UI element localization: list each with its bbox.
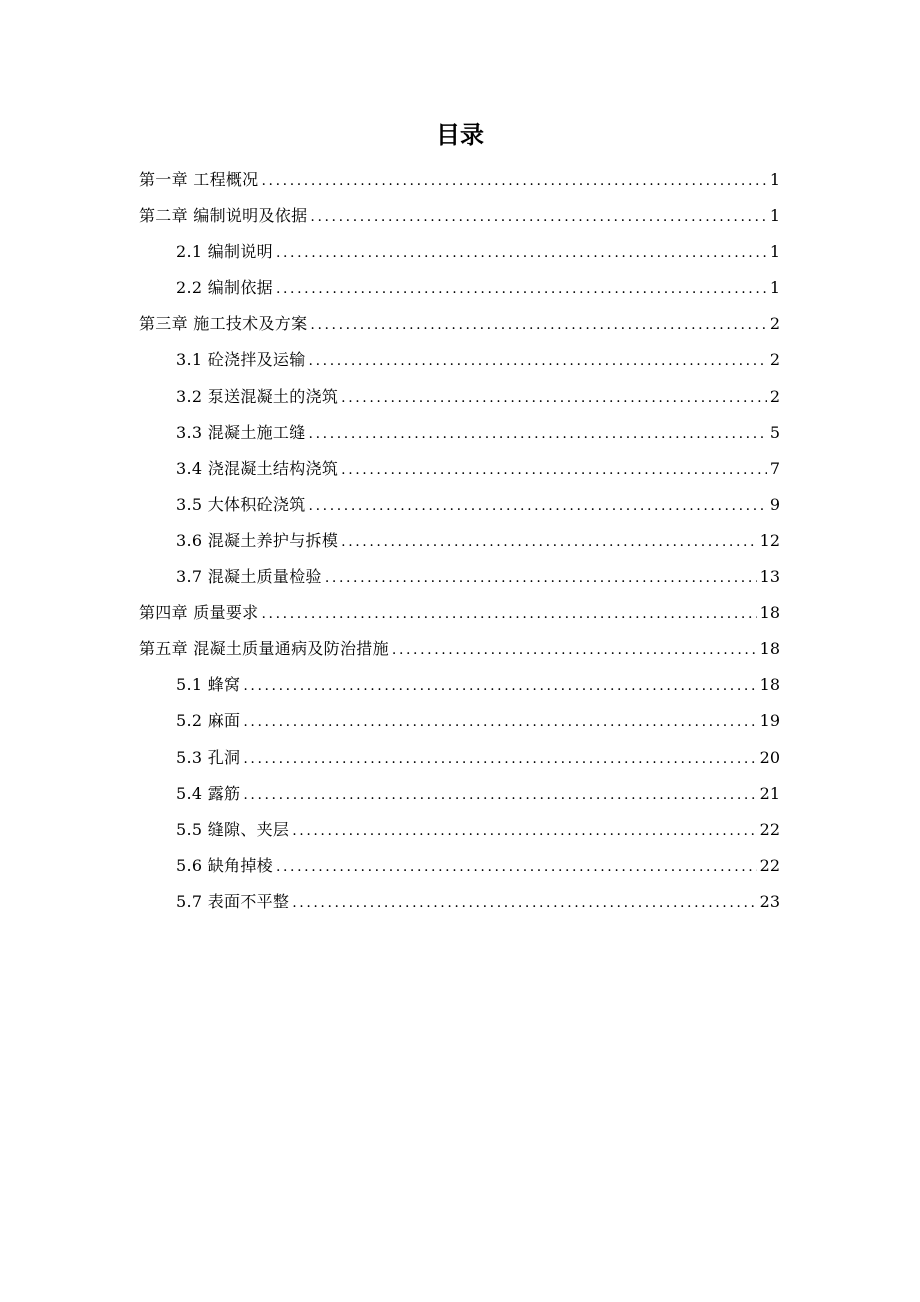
toc-entry[interactable] <box>139 198 780 234</box>
toc-entry[interactable] <box>139 234 780 270</box>
toc-entry-label: 5.1 蜂窝 <box>176 675 241 695</box>
toc-entry[interactable] <box>139 776 780 812</box>
toc-entry-label: 5.6 缺角掉棱 <box>176 855 273 875</box>
toc-entry-label: 3.3 混凝土施工缝 <box>176 422 306 442</box>
page-title: 目录 <box>436 121 484 149</box>
toc-entry-page-number: 18 <box>759 675 780 695</box>
toc-dot-leader <box>276 849 757 885</box>
toc-entry-page-number: 22 <box>759 855 780 875</box>
toc-entry[interactable] <box>139 487 780 523</box>
toc-entry-page-number: 2 <box>769 314 780 334</box>
toc-dot-leader <box>262 163 767 199</box>
toc-entry[interactable] <box>139 306 780 342</box>
toc-dot-leader <box>243 741 756 777</box>
toc-entry-label: 2.1 编制说明 <box>176 242 273 262</box>
toc-entry-label: 第三章 施工技术及方案 <box>139 314 308 334</box>
toc-entry-page-number: 2 <box>769 386 780 406</box>
toc-entry[interactable] <box>139 270 780 306</box>
toc-entry-page-number: 20 <box>759 747 780 767</box>
toc-entry-label: 3.2 泵送混凝土的浇筑 <box>176 386 339 406</box>
toc-dot-leader <box>309 488 767 524</box>
toc-entry-page-number: 5 <box>769 422 780 442</box>
toc-dot-leader <box>392 632 757 668</box>
toc-entry[interactable] <box>139 342 780 378</box>
toc-entry-page-number: 23 <box>759 891 780 911</box>
toc-entry-label: 2.2 编制依据 <box>176 278 273 298</box>
toc-dot-leader <box>341 452 767 488</box>
toc-entry[interactable] <box>139 667 780 703</box>
toc-entry-label: 3.1 砼浇拌及运输 <box>176 350 306 370</box>
toc-entry-page-number: 12 <box>759 530 780 550</box>
toc-dot-leader <box>262 596 757 632</box>
toc-entry-label: 5.2 麻面 <box>176 711 241 731</box>
toc-dot-leader <box>325 560 757 596</box>
toc-entry[interactable] <box>139 415 780 451</box>
toc-entry-label: 3.5 大体积砼浇筑 <box>176 494 306 514</box>
toc-dot-leader <box>310 199 766 235</box>
toc-entry-page-number: 19 <box>759 711 780 731</box>
toc-dot-leader <box>243 668 756 704</box>
toc-dot-leader <box>341 380 767 416</box>
table-of-contents <box>139 162 780 920</box>
toc-dot-leader <box>341 524 757 560</box>
toc-dot-leader <box>276 235 767 271</box>
toc-entry[interactable] <box>139 631 780 667</box>
toc-entry-page-number: 18 <box>759 639 780 659</box>
toc-entry[interactable] <box>139 523 780 559</box>
toc-entry-label: 第一章 工程概况 <box>139 170 259 189</box>
toc-entry-label: 3.6 混凝土养护与拆模 <box>176 530 339 550</box>
toc-entry-label: 5.4 露筋 <box>176 783 241 803</box>
toc-entry-label: 3.7 混凝土质量检验 <box>176 567 322 587</box>
toc-entry-label: 第四章 质量要求 <box>139 603 259 623</box>
toc-entry-page-number: 7 <box>769 458 780 478</box>
toc-entry[interactable] <box>139 595 780 631</box>
toc-dot-leader <box>309 343 767 379</box>
toc-entry-label: 第五章 混凝土质量通病及防治措施 <box>139 639 389 659</box>
toc-entry-page-number: 9 <box>769 494 780 514</box>
toc-entry-page-number: 22 <box>759 819 780 839</box>
toc-entry[interactable] <box>139 559 780 595</box>
toc-entry-page-number: 1 <box>769 278 780 298</box>
toc-entry[interactable] <box>139 812 780 848</box>
toc-entry-page-number: 18 <box>759 603 780 623</box>
toc-entry-page-number: 1 <box>769 242 780 262</box>
toc-entry[interactable] <box>139 848 780 884</box>
toc-entry-label: 5.3 孔洞 <box>176 747 241 767</box>
toc-entry[interactable] <box>139 379 780 415</box>
toc-entry-label: 5.7 表面不平整 <box>176 891 290 911</box>
toc-entry[interactable] <box>139 703 780 739</box>
toc-entry-page-number: 2 <box>769 350 780 370</box>
toc-entry-page-number: 13 <box>759 567 780 587</box>
toc-dot-leader <box>310 307 766 343</box>
toc-dot-leader <box>243 704 756 740</box>
toc-entry-page-number: 21 <box>759 783 780 803</box>
toc-dot-leader <box>292 813 756 849</box>
toc-entry-label: 3.4 浇混凝土结构浇筑 <box>176 458 339 478</box>
toc-dot-leader <box>243 777 756 813</box>
toc-dot-leader <box>292 885 756 921</box>
toc-entry-label: 第二章 编制说明及依据 <box>139 206 308 226</box>
toc-dot-leader <box>309 416 767 452</box>
toc-entry-label: 5.5 缝隙、夹层 <box>176 819 290 839</box>
toc-entry[interactable] <box>139 162 780 198</box>
toc-entry[interactable] <box>139 451 780 487</box>
toc-entry-page-number: 1 <box>769 206 780 226</box>
toc-dot-leader <box>276 271 767 307</box>
toc-entry[interactable] <box>139 740 780 776</box>
toc-entry[interactable] <box>139 884 780 920</box>
toc-entry-page-number: 1 <box>769 170 780 189</box>
